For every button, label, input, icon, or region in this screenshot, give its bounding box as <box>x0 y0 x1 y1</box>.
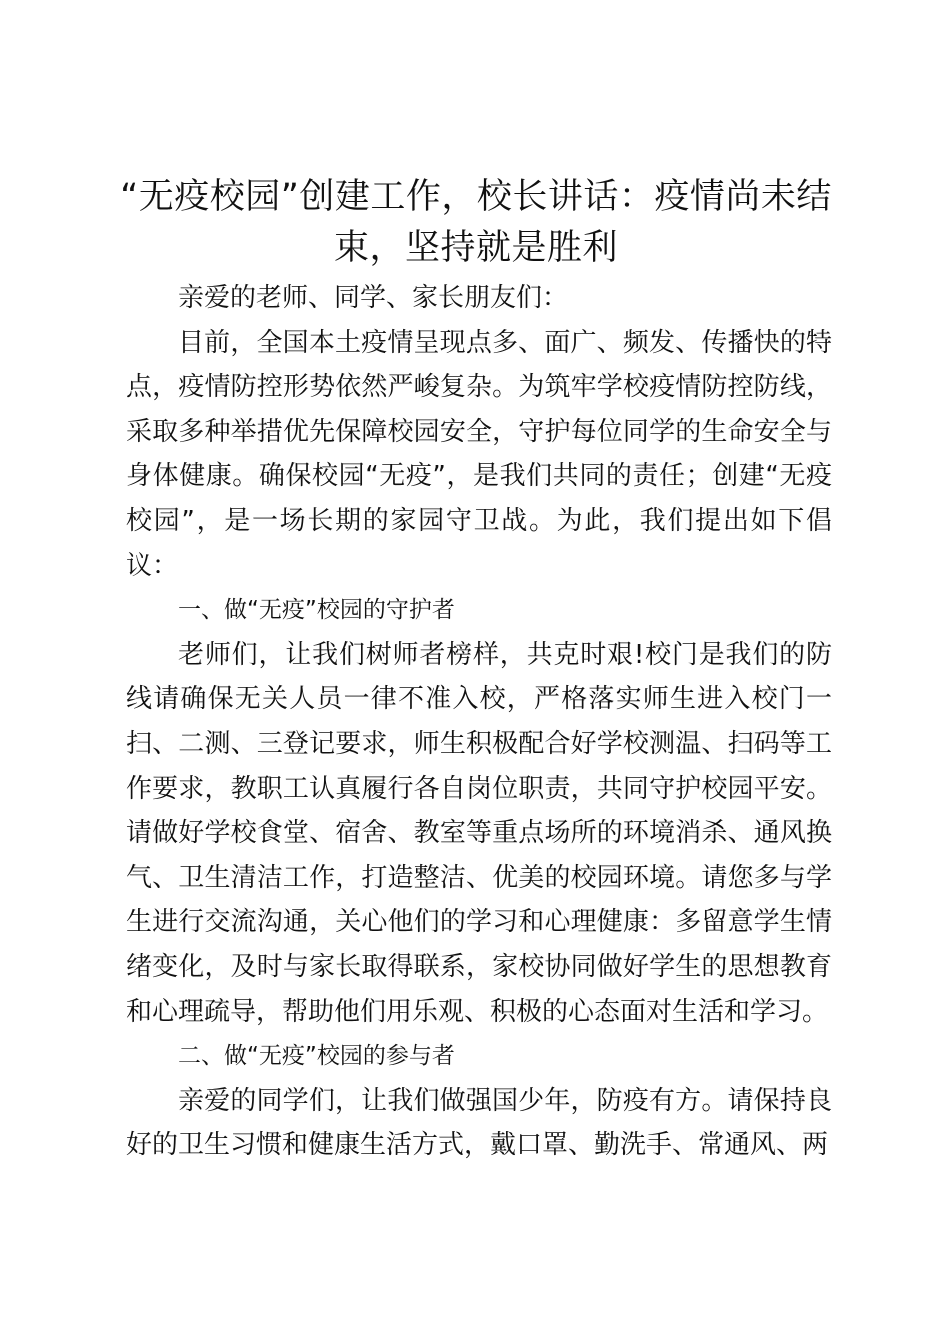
salutation-paragraph: 亲爱的老师、同学、家长朋友们： <box>178 283 569 313</box>
section-heading-2: 二、做“无疫”校园的参与者 <box>178 1043 455 1070</box>
students-paragraph: 亲爱的同学们，让我们做强国少年，防疫有方。请保持良好的卫生习惯和健康生活方式，戴口罩、勤洗手、常通风、两 <box>126 1085 832 1161</box>
intro-paragraph: 目前，全国本土疫情呈现点多、面广、频发、传播快的特点，疫情防控形势依然严峻复杂。为筑牢学校疫情防控防线，采取多种举措优先保障校园安全，守护每位同学的生命安全与身体健康。确保校园“无疫”，是我们共同的责任；创建“无疫校园”，是一场长期的家园守卫战。为此，我们提出如下倡议： <box>126 327 832 581</box>
document-title: “无疫校园”创建工作，校长讲话：疫情尚未结束，坚持就是胜利 <box>120 177 832 268</box>
section-heading-1: 一、做“无疫”校园的守护者 <box>178 597 455 624</box>
document-body <box>126 276 832 1168</box>
teachers-paragraph: 老师们，让我们树师者榜样，共克时艰!校门是我们的防线请确保无关人员一律不准入校，严格落实师生进入校门一扫、二测、三登记要求，师生积极配合好学校测温、扫码等工作要求，教职工认真履行各自岗位职责，共同守护校园平安。请做好学校食堂、宿舍、教室等重点场所的环境消杀、通风换气、卫生清洁工作，打造整洁、优美的校园环境。请您多与学生进行交流沟通，关心他们的学习和心理健康：多留意学生情绪变化，及时与家长取得联系，家校协同做好学生的思想教育和心理疏导，帮助他们用乐观、积极的心态面对生活和学习。 <box>126 639 832 1027</box>
